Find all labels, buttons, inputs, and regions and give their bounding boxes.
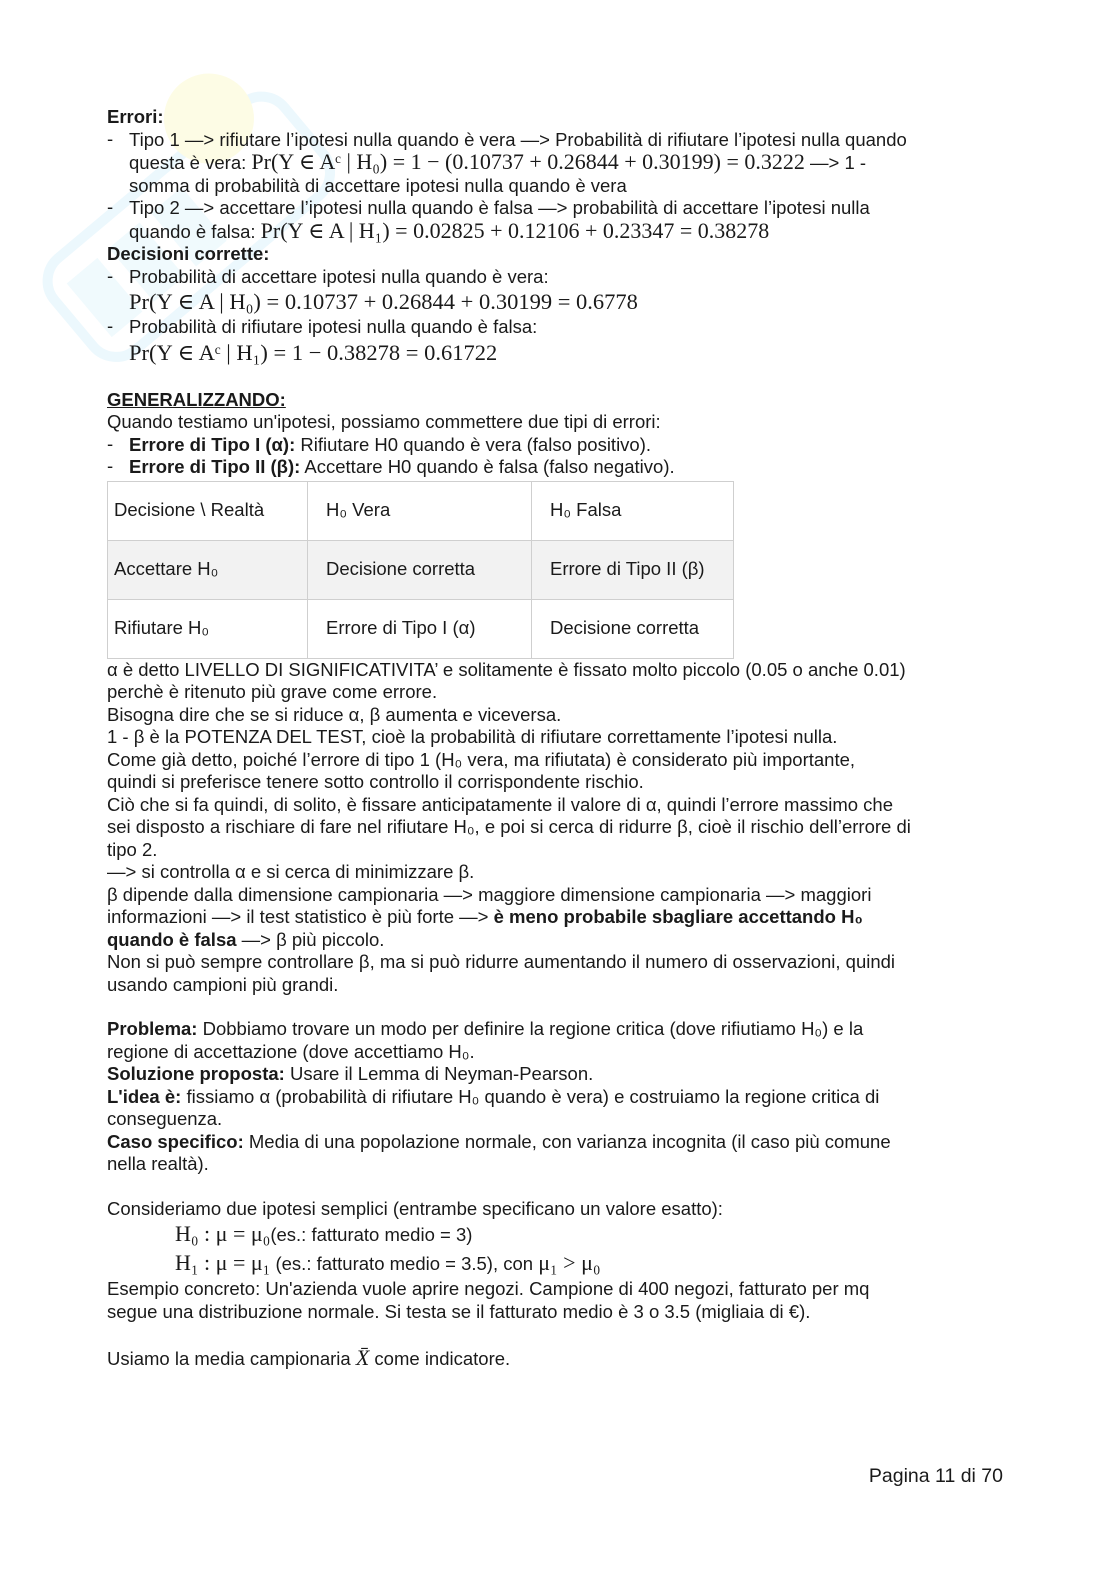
- page-number: Pagina 11 di 70: [868, 1465, 1003, 1487]
- h1-line: H₁ : μ = μ₁ (es.: fatturato medio = 3.5), con μ₁ > μ₀: [175, 1250, 601, 1275]
- table-cell: Errore di Tipo II (β): [532, 540, 734, 599]
- table-row: [108, 599, 734, 658]
- problema-paragraph: Problema: Dobbiamo trovare un modo per definire la regione critica (dove rifiutiamo H₀) e la regione di accettazione (dove accettiamo H₀.: [107, 1018, 864, 1062]
- table-cell: H₀ Vera: [308, 481, 532, 540]
- soluzione-paragraph: Soluzione proposta: Usare il Lemma di Neyman-Pearson.: [107, 1063, 594, 1084]
- tipo2-item: - Tipo 2 —> accettare l’ipotesi nulla quando è falsa —> probabilità di accettare l’ipotesi nulla quando è falsa: Pr(Y ∈ A | H₁) = 0.02825 + 0.12106 + 0.23347 = 0.38278: [107, 197, 1007, 243]
- ipotesi-intro: Consideriamo due ipotesi semplici (entrambe specificano un valore esatto):: [107, 1197, 723, 1219]
- caso-paragraph: Caso specifico: Media di una popolazione normale, con varianza incognita (il caso più comune nella realtà).: [107, 1130, 891, 1174]
- table-cell: Decisione \ Realtà: [108, 481, 308, 540]
- idea-paragraph: L'idea è: fissiamo α (probabilità di rifiutare H₀ quando è vera) e costruiamo la regione critica di conseguenza.: [107, 1085, 880, 1129]
- h0-line: H₀ : μ = μ₀(es.: fatturato medio = 3): [175, 1221, 473, 1246]
- table-cell: Errore di Tipo I (α): [308, 599, 532, 658]
- gen-intro: Quando testiamo un'ipotesi, possiamo commettere due tipi di errori:: [107, 411, 661, 432]
- tipo2-formula: Pr(Y ∈ A | H₁) = 0.02825 + 0.12106 + 0.23347 = 0.38278: [260, 217, 770, 243]
- acc-formula: Pr(Y ∈ A | H₀) = 0.10737 + 0.26844 + 0.30199 = 0.6778: [129, 289, 638, 314]
- err1-item: - Errore di Tipo I (α): Rifiutare H0 quando è vera (falso positivo).: [107, 434, 1007, 457]
- tipo1-item: - Tipo 1 —> rifiutare l’ipotesi nulla quando è vera —> Probabilità di rifiutare l’ipotesi nulla quando questa è vera: Pr(Y ∈ Aᶜ | H₀) = 1 − (0.10737 + 0.26844 + 0.30199) = 0.3222 —> 1 - somma di probabilità di accettare ipotesi nulla quando è vera: [107, 129, 1007, 198]
- generalizzando-heading: GENERALIZZANDO:: [107, 388, 286, 410]
- decision-table: [107, 481, 734, 659]
- body-paragraph: Non si può sempre controllare β, ma si può ridurre aumentando il numero di osservazioni, quindi usando campioni più grandi.: [107, 951, 896, 995]
- body-paragraph: α è detto LIVELLO DI SIGNIFICATIVITA’ e solitamente è fissato molto piccolo (0.05 o anche 0.01) perchè è ritenuto più grave come errore.: [107, 658, 906, 702]
- body-paragraph: Come già detto, poiché l’errore di tipo 1 (H₀ vera, ma rifiutata) è considerato più importante, quindi si preferisce tenere sotto controllo il corrispondente rischio.: [107, 748, 856, 792]
- usiamo-paragraph: Usiamo la media campionaria X̄ come indicatore.: [107, 1345, 511, 1370]
- acc-item: - Probabilità di accettare ipotesi nulla quando è vera:: [107, 266, 1007, 289]
- table-row: [108, 540, 734, 599]
- table-cell: Decisione corretta: [532, 599, 734, 658]
- rif-item: - Probabilità di rifiutare ipotesi nulla quando è falsa:: [107, 316, 1007, 339]
- err2-item: - Errore di Tipo II (β): Accettare H0 quando è falsa (falso negativo).: [107, 456, 1007, 479]
- body-paragraph: Bisogna dire che se si riduce α, β aumenta e viceversa.: [107, 703, 562, 725]
- decisioni-heading: Decisioni corrette:: [107, 243, 270, 264]
- tipo1-formula: Pr(Y ∈ Aᶜ | H₀) = 1 − (0.10737 + 0.26844 + 0.30199) = 0.3222: [251, 149, 805, 174]
- table-cell: Rifiutare H₀: [108, 599, 308, 658]
- errori-heading: Errori:: [107, 106, 164, 127]
- page-content: [107, 106, 1007, 1372]
- body-paragraph: —> si controlla α e si cerca di minimizzare β.: [107, 861, 475, 882]
- table-cell: Accettare H₀: [108, 540, 308, 599]
- table-cell: Decisione corretta: [308, 540, 532, 599]
- table-row: [108, 481, 734, 540]
- body-paragraph: Ciò che si fa quindi, di solito, è fissare anticipatamente il valore di α, quindi l’errore massimo che sei disposto a rischiare di fare nel rifiutare H₀, e poi si cerca di ridurre β, cioè il rischio dell’errore di tipo 2.: [107, 793, 911, 860]
- esempio-paragraph: Esempio concreto: Un'azienda vuole aprire negozi. Campione di 400 negozi, fatturato per mq segue una distribuzione normale. Si testa se il fatturato medio è 3 o 3.5 (migliaia di €).: [107, 1278, 870, 1322]
- body-paragraph: β dipende dalla dimensione campionaria —> maggiore dimensione campionaria —> maggiori informazioni —> il test statistico è più forte —> è meno probabile sbagliare accettando H₀ quando è falsa —> β più piccolo.: [107, 883, 872, 950]
- body-paragraph: 1 - β è la POTENZA DEL TEST, cioè la probabilità di rifiutare correttamente l’ipotesi nulla.: [107, 726, 838, 747]
- rif-formula: Pr(Y ∈ Aᶜ | H₁) = 1 − 0.38278 = 0.61722: [129, 339, 498, 365]
- table-cell: H₀ Falsa: [532, 481, 734, 540]
